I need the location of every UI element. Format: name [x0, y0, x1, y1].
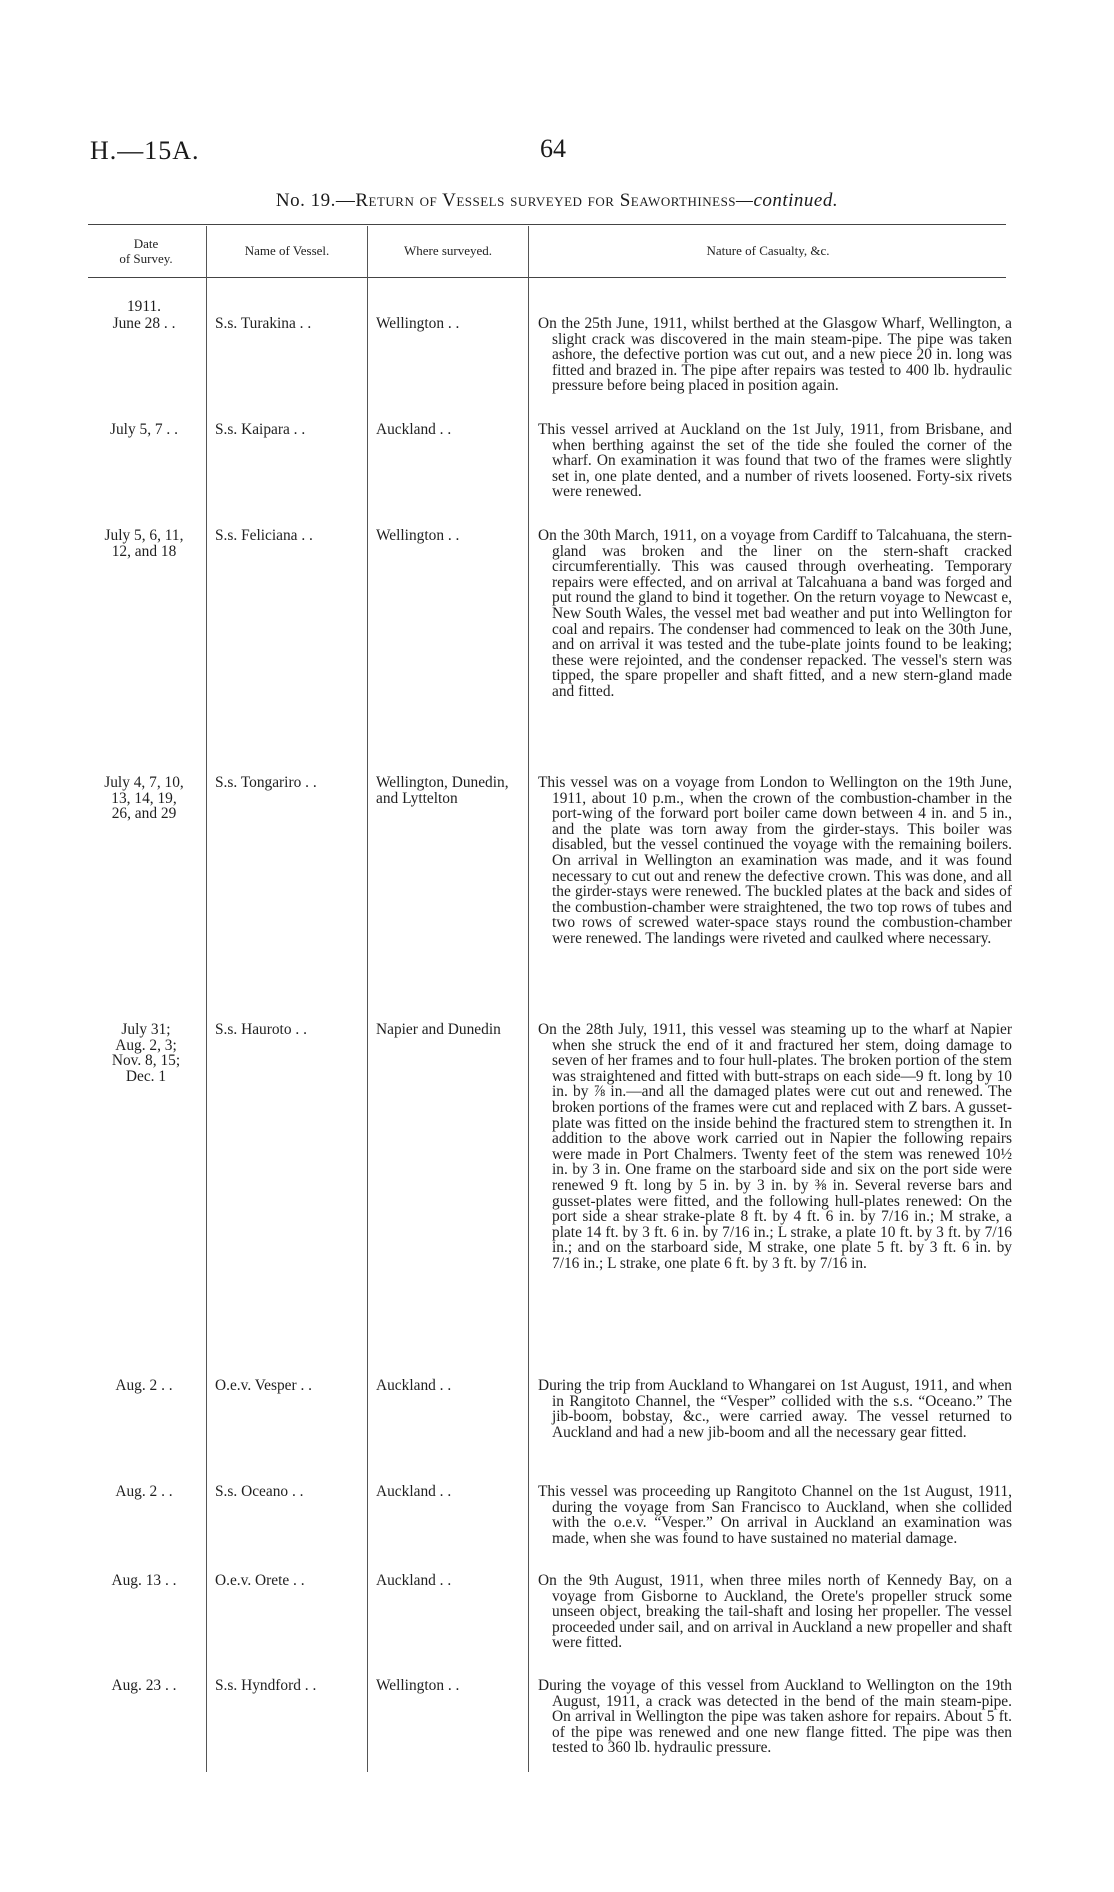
- row-vessel: O.e.v. Vesper . .: [215, 1377, 313, 1394]
- row-date: June 28 . .: [112, 315, 176, 332]
- row-place: Auckland . .: [376, 1377, 452, 1394]
- row-vessel: S.s. Tongariro . .: [215, 774, 317, 791]
- row-vessel: S.s. Feliciana . .: [215, 527, 313, 544]
- row-nature: [538, 1573, 1012, 1651]
- table-title-suffix: —continued.: [736, 190, 839, 211]
- year-label: 1911.: [126, 298, 162, 315]
- row-nature-text: During the voyage of this vessel from Auckland to Wellington on the 19th August, 1911, a crack was detected in the bend of the main steam-pipe. On arrival in Wellington the pipe was taken ashore for repairs. About 5 ft. of the pipe was renewed and one new flange fitted. The pipe was then tested to 360 lb. hydraulic pressure.: [538, 1677, 1012, 1757]
- divider-place-nature: [528, 226, 529, 1772]
- divider-date-vessel: [206, 226, 207, 1772]
- row-vessel: S.s. Hyndford . .: [215, 1677, 317, 1694]
- row-nature-text: This vessel was proceeding up Rangitoto Channel on the 1st August, 1911, during the voyage from San Francisco to Auckland, when she collided with the o.e.v. “Vesper.” On arrival in Auckland an examination was made, when she was found to have sustained no material damage.: [538, 1483, 1012, 1547]
- header-bottom-rule: [88, 277, 1006, 278]
- row-vessel: S.s. Oceano . .: [215, 1483, 304, 1500]
- row-nature: [538, 316, 1012, 394]
- row-nature: [538, 1678, 1012, 1756]
- row-vessel: S.s. Turakina . .: [215, 315, 312, 332]
- table-title-prefix: No. 19.—: [275, 190, 356, 211]
- row-date: Aug. 23 . .: [111, 1677, 177, 1694]
- row-nature-text: During the trip from Auckland to Whangarei on 1st August, 1911, and when in Rangitoto Channel, the “Vesper” collided with the s.s. “Oceano.” The jib-boom, bobstay, &c., were carried away. The vessel returned to Auckland and had a new jib-boom and all the necessary gear fitted.: [538, 1377, 1012, 1441]
- row-place: Auckland . .: [376, 1572, 452, 1589]
- row-nature-text: On the 28th July, 1911, this vessel was steaming up to the wharf at Napier when she struck the end of it and fractured her stem, doing damage to seven of her frames and to four hull-plates. The broken portion of the stem was straightened and fitted with butt-straps on each side—9 ft. long by 10 in. by ⅞ in.—and all the damaged plates were cut out and renewed. The broken portions of the frames were cut and replaced with Z bars. A gusset-plate was fitted on the inside behind the fractured stem to strengthen it. In addition to the above work carried out in Napier the following repairs were made in Port Chalmers. Twenty feet of the stem was renewed 10½ in. by 3 in. One frame on the starboard side and six on the port side were renewed 9 ft. long by 5 in. by 3 in. by ⅜ in. Several reverse bars and gusset-plates were fitted, and the following hull-plates renewed: On the port side a shear strake-plate 8 ft. by 4 ft. 6 in. by 7/16 in.; M strake, a plate 14 ft. by 3 ft. 6 in. by 7/16 in.; L strake, a plate 10 ft. by 3 ft. by 7/16 in.; and on the starboard side, M strake, one plate 5 ft. by 3 ft. 6 in. by 7/16 in.; L strake, one plate 6 ft. by 3 ft. by 7/16 in.: [538, 1021, 1012, 1272]
- row-vessel: S.s. Kaipara . .: [215, 421, 306, 438]
- row-nature: [538, 1484, 1012, 1546]
- row-date: July 5, 6, 11, 12, and 18: [104, 527, 184, 560]
- table-title-main: Return of Vessels surveyed for Seaworthiness: [355, 190, 737, 211]
- page-id: H.—15A.: [90, 136, 200, 165]
- row-nature-text: On the 25th June, 1911, whilst berthed at the Glasgow Wharf, Wellington, a slight crack was discovered in the main steam-pipe. The pipe was taken ashore, the defective portion was cut out, and a new piece 20 in. long was fitted and brazed in. The pipe after repairs was tested to 400 lb. hydraulic pressure before being placed in position again.: [538, 315, 1012, 395]
- row-vessel: S.s. Hauroto . .: [215, 1021, 307, 1038]
- row-place: Auckland . .: [376, 421, 452, 438]
- row-nature: [538, 528, 1012, 700]
- page-number: 64: [540, 134, 566, 163]
- row-nature: [538, 775, 1012, 947]
- row-nature: [538, 1022, 1012, 1272]
- row-date: July 4, 7, 10, 13, 14, 19, 26, and 29: [104, 774, 184, 823]
- row-nature: [538, 422, 1012, 500]
- divider-vessel-place: [367, 226, 368, 1772]
- row-date: Aug. 2 . .: [115, 1377, 173, 1394]
- row-nature-text: On the 9th August, 1911, when three miles north of Kennedy Bay, on a voyage from Gisborne to Auckland, the Orete's propeller struck some unseen object, breaking the tail-shaft and losing her propeller. The vessel proceeded under sail, and on arrival in Auckland a new propeller and shaft were fitted.: [538, 1572, 1012, 1652]
- row-date: Aug. 13 . .: [111, 1572, 177, 1589]
- row-nature-text: This vessel was on a voyage from London to Wellington on the 19th June, 1911, about 10 p.m., when the crown of the combustion-chamber in the port-wing of the forward port boiler came down between 4 in. and 5 in., and the plate was torn away from the girder-stays. This boiler was disabled, but the vessel continued the voyage with the remaining boilers. On arrival in Wellington an examination was made, and it was found necessary to cut out and renew the defective crown. This was done, and all the girder-stays were renewed. The buckled plates at the back and sides of the combustion-chamber were straightened, the two top rows of tubes and two rows of screwed water-space stays round the combustion-chamber were renewed. The landings were riveted and caulked where necessary.: [538, 774, 1012, 947]
- row-date: July 31; Aug. 2, 3; Nov. 8, 15; Dec. 1: [111, 1021, 181, 1085]
- col-head-nature: Nature of Casualty, &c.: [706, 243, 830, 258]
- table-top-rule: [88, 224, 1006, 225]
- row-place: Wellington, Dunedin, and Lyttelton: [376, 774, 509, 807]
- row-date: Aug. 2 . .: [115, 1483, 173, 1500]
- row-vessel: O.e.v. Orete . .: [215, 1572, 305, 1589]
- row-place: Wellington . .: [376, 315, 460, 332]
- row-place: Napier and Dunedin: [376, 1021, 501, 1038]
- col-head-date: Date of Survey.: [119, 236, 173, 266]
- col-head-vessel: Name of Vessel.: [244, 243, 330, 258]
- row-nature: [538, 1378, 1012, 1440]
- row-place: Wellington . .: [376, 527, 460, 544]
- row-date: July 5, 7 . .: [110, 421, 178, 438]
- col-head-place: Where surveyed.: [403, 243, 493, 258]
- table-title: [0, 190, 1114, 212]
- row-nature-text: This vessel arrived at Auckland on the 1st July, 1911, from Brisbane, and when berthing against the set of the tide she fouled the corner of the wharf. On examination it was found that two of the frames were slightly set in, one plate dented, and a number of rivets loosened. Forty-six rivets were renewed.: [538, 421, 1012, 501]
- row-place: Wellington . .: [376, 1677, 460, 1694]
- row-nature-text: On the 30th March, 1911, on a voyage from Cardiff to Talcahuana, the stern-gland was broken and the liner on the stern-shaft cracked circumferentially. This was caused through overheating. Temporary repairs were effected, and on arrival at Talcahuana a band was forged and put round the gland to bind it together. On the return voyage to Newcast e, New South Wales, the vessel met bad weather and put into Wellington for coal and repairs. The condenser had commenced to leak on the 30th June, and on arrival it was tested and the tube-plate joints found to be leaking; these were rejointed, and the condenser repacked. The vessel's stern was tipped, the spare propeller and shaft fitted, and a new stern-gland made and fitted.: [538, 527, 1012, 700]
- row-place: Auckland . .: [376, 1483, 452, 1500]
